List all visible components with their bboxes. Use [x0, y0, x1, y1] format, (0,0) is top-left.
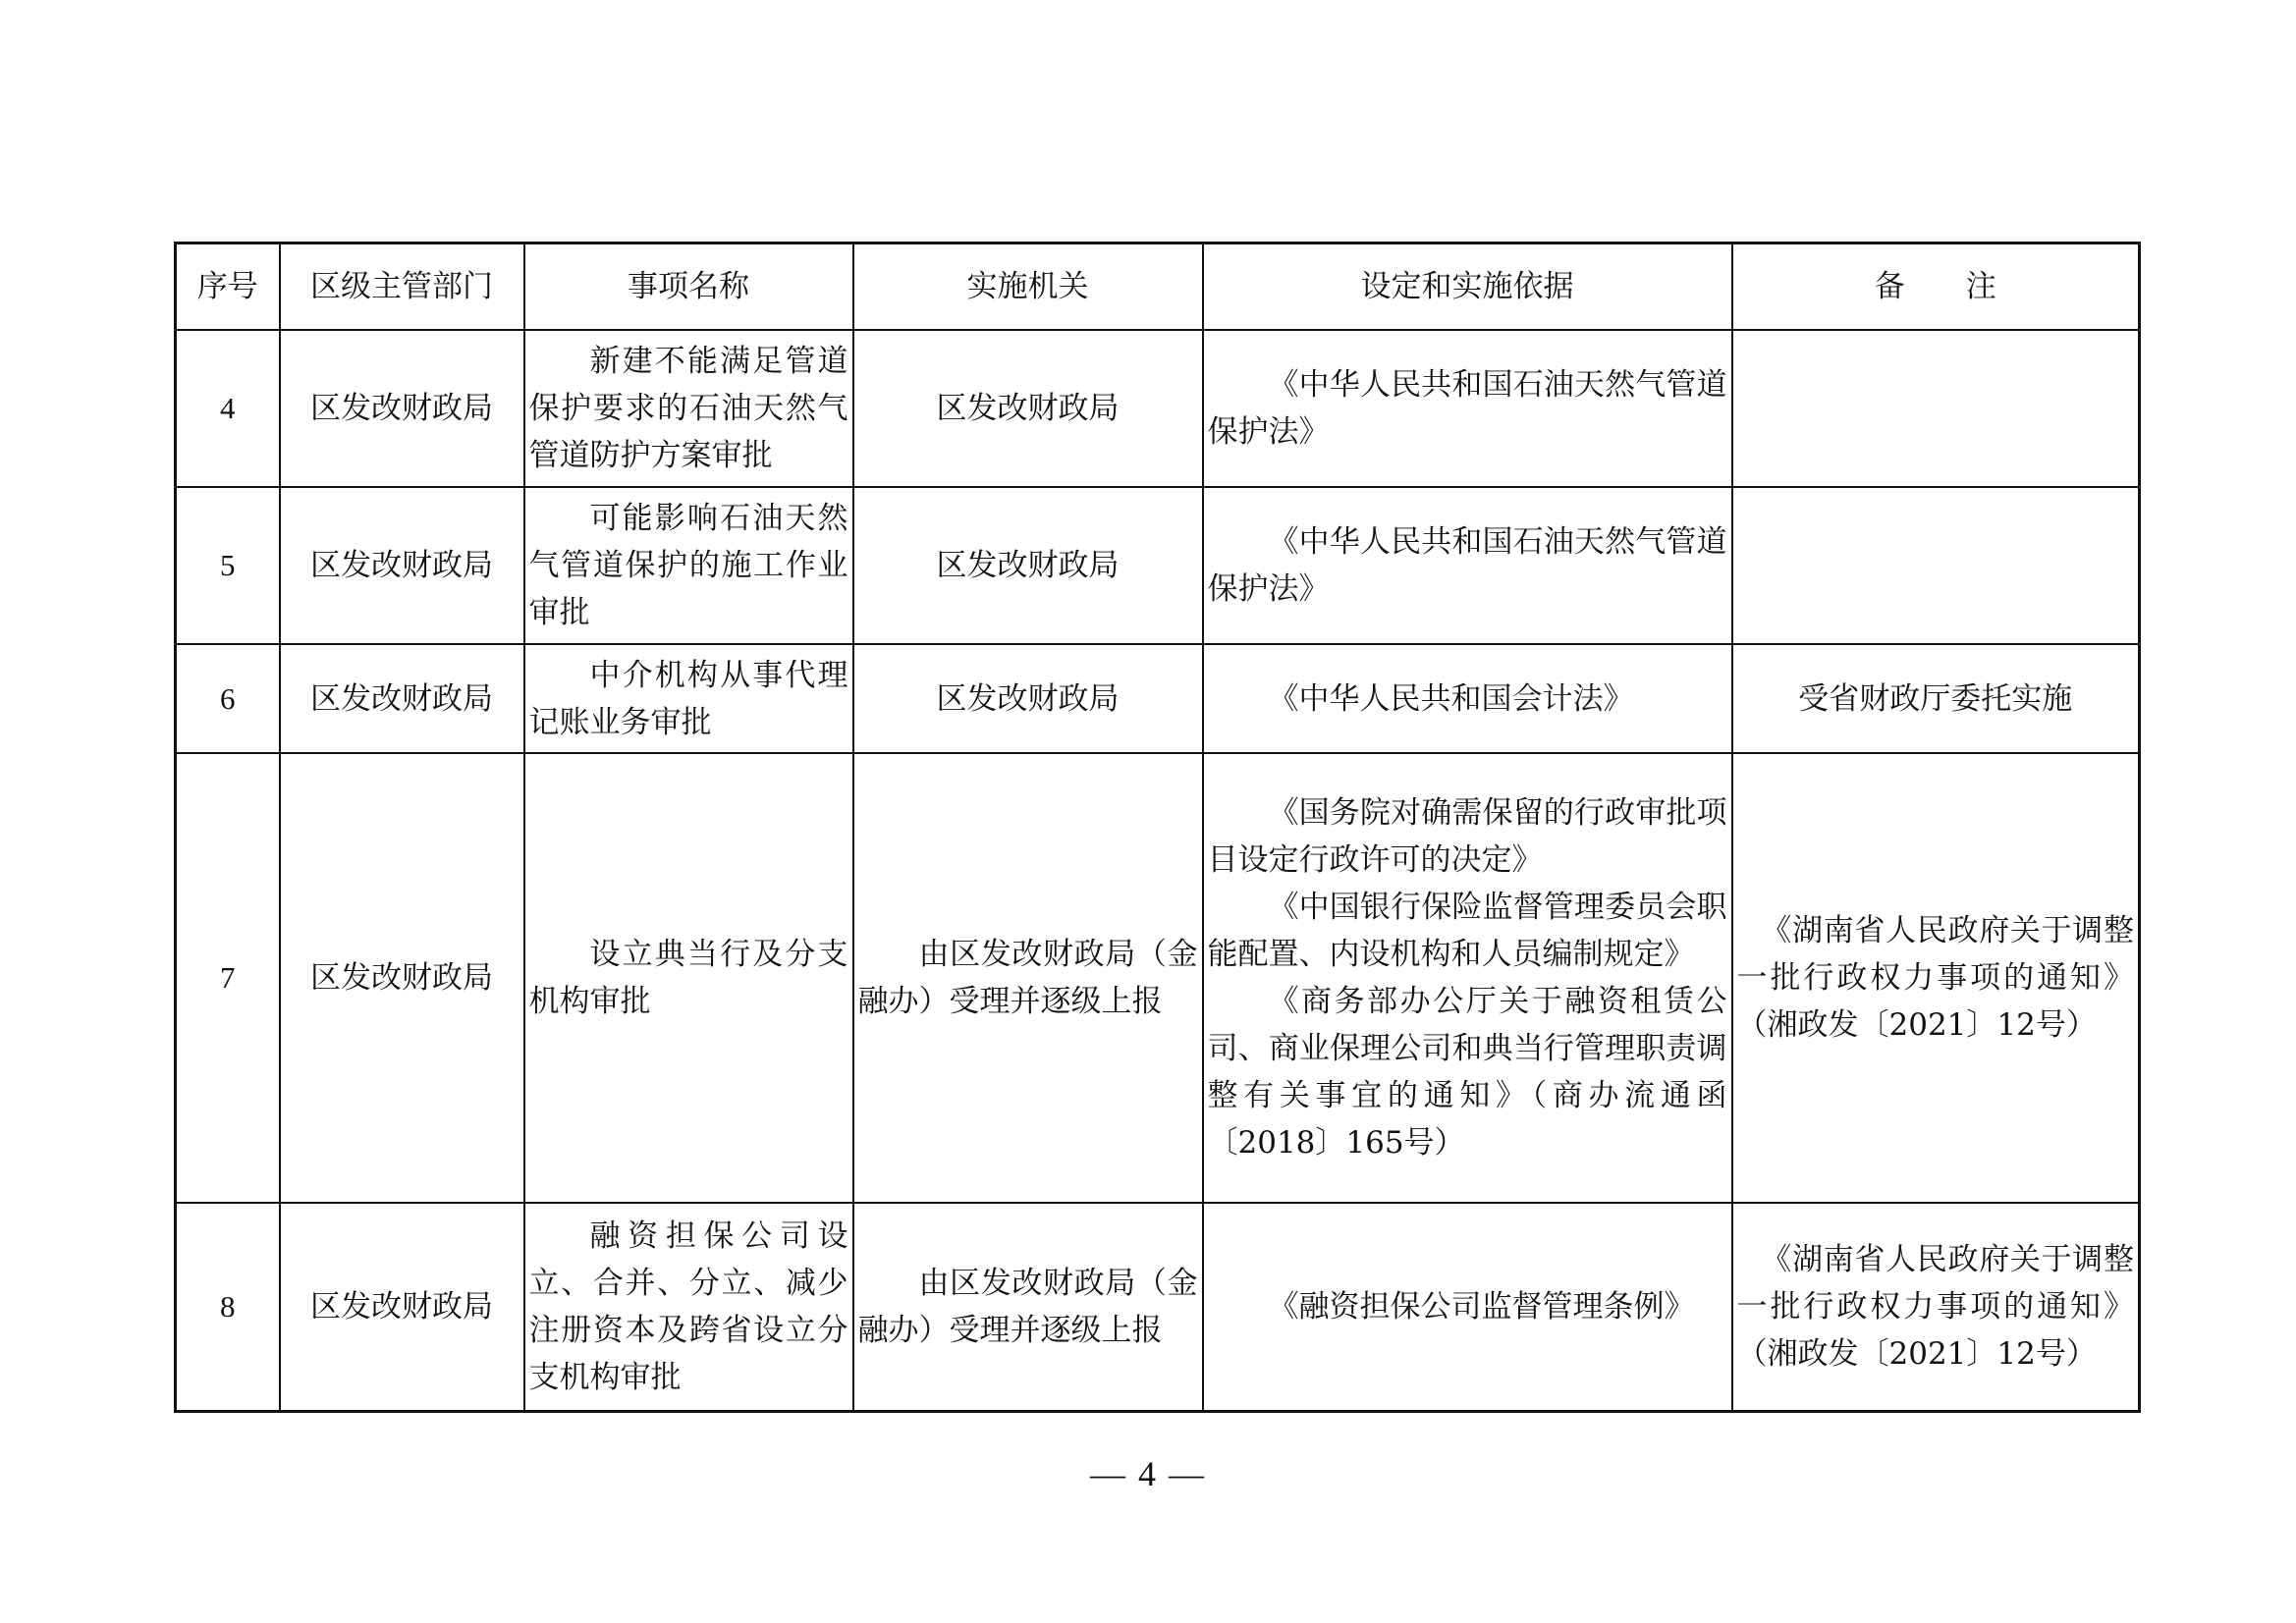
cell-seq: 6	[176, 644, 280, 753]
cell-item: 可能影响石油天然气管道保护的施工作业审批	[524, 487, 853, 644]
cell-item: 新建不能满足管道保护要求的石油天然气管道防护方案审批	[524, 330, 853, 487]
table-row	[176, 644, 2140, 753]
cell-basis	[1203, 330, 1732, 487]
basis-text: 《中国银行保险监督管理委员会职能配置、内设机构和人员编制规定》	[1207, 890, 1727, 972]
cell-remark: 《湖南省人民政府关于调整一批行政权力事项的通知》（湘政发〔2021〕12号）	[1732, 753, 2140, 1203]
cell-remark	[1732, 330, 2140, 487]
table-row	[176, 487, 2140, 644]
cell-basis	[1203, 644, 1732, 753]
cell-dept: 区发改财政局	[280, 1203, 524, 1411]
cell-seq: 7	[176, 753, 280, 1203]
cell-remark: 受省财政厅委托实施	[1732, 644, 2140, 753]
cell-basis	[1203, 487, 1732, 644]
approval-items-table	[174, 242, 2141, 1413]
table-row	[176, 1203, 2140, 1411]
header-agency: 实施机关	[853, 243, 1203, 331]
cell-item: 设立典当行及分支机构审批	[524, 753, 853, 1203]
cell-remark: 《湖南省人民政府关于调整一批行政权力事项的通知》（湘政发〔2021〕12号）	[1732, 1203, 2140, 1411]
cell-seq: 4	[176, 330, 280, 487]
cell-dept: 区发改财政局	[280, 330, 524, 487]
table-header-row	[176, 243, 2140, 331]
cell-agency: 由区发改财政局（金融办）受理并逐级上报	[853, 753, 1203, 1203]
table-row	[176, 753, 2140, 1203]
cell-basis	[1203, 1203, 1732, 1411]
cell-agency: 区发改财政局	[853, 487, 1203, 644]
header-seq: 序号	[176, 243, 280, 331]
cell-seq: 8	[176, 1203, 280, 1411]
cell-dept: 区发改财政局	[280, 487, 524, 644]
basis-text: 《商务部办公厅关于融资租赁公司、商业保理公司和典当行管理职责调整有关事宜的通知》（商办流通函〔2018〕165号）	[1207, 984, 1727, 1161]
basis-text: 《融资担保公司监督管理条例》	[1268, 1288, 1695, 1325]
header-dept: 区级主管部门	[280, 243, 524, 331]
basis-text: 《中华人民共和国石油天然气管道保护法》	[1207, 524, 1727, 607]
cell-agency: 区发改财政局	[853, 644, 1203, 753]
header-item: 事项名称	[524, 243, 853, 331]
cell-agency: 由区发改财政局（金融办）受理并逐级上报	[853, 1203, 1203, 1411]
header-remark: 备 注	[1732, 243, 2140, 331]
cell-item: 融资担保公司设立、合并、分立、减少注册资本及跨省设立分支机构审批	[524, 1203, 853, 1411]
basis-text: 《中华人民共和国石油天然气管道保护法》	[1207, 367, 1727, 450]
basis-text: 《中华人民共和国会计法》	[1268, 680, 1634, 717]
cell-agency: 区发改财政局	[853, 330, 1203, 487]
table-row	[176, 330, 2140, 487]
cell-seq: 5	[176, 487, 280, 644]
cell-dept: 区发改财政局	[280, 753, 524, 1203]
cell-remark	[1732, 487, 2140, 644]
page-number: — 4 —	[1090, 1454, 1206, 1493]
cell-dept: 区发改财政局	[280, 644, 524, 753]
cell-item: 中介机构从事代理记账业务审批	[524, 644, 853, 753]
cell-basis	[1203, 753, 1732, 1203]
basis-text: 《国务院对确需保留的行政审批项目设定行政许可的决定》	[1207, 795, 1727, 878]
header-basis: 设定和实施依据	[1203, 243, 1732, 331]
